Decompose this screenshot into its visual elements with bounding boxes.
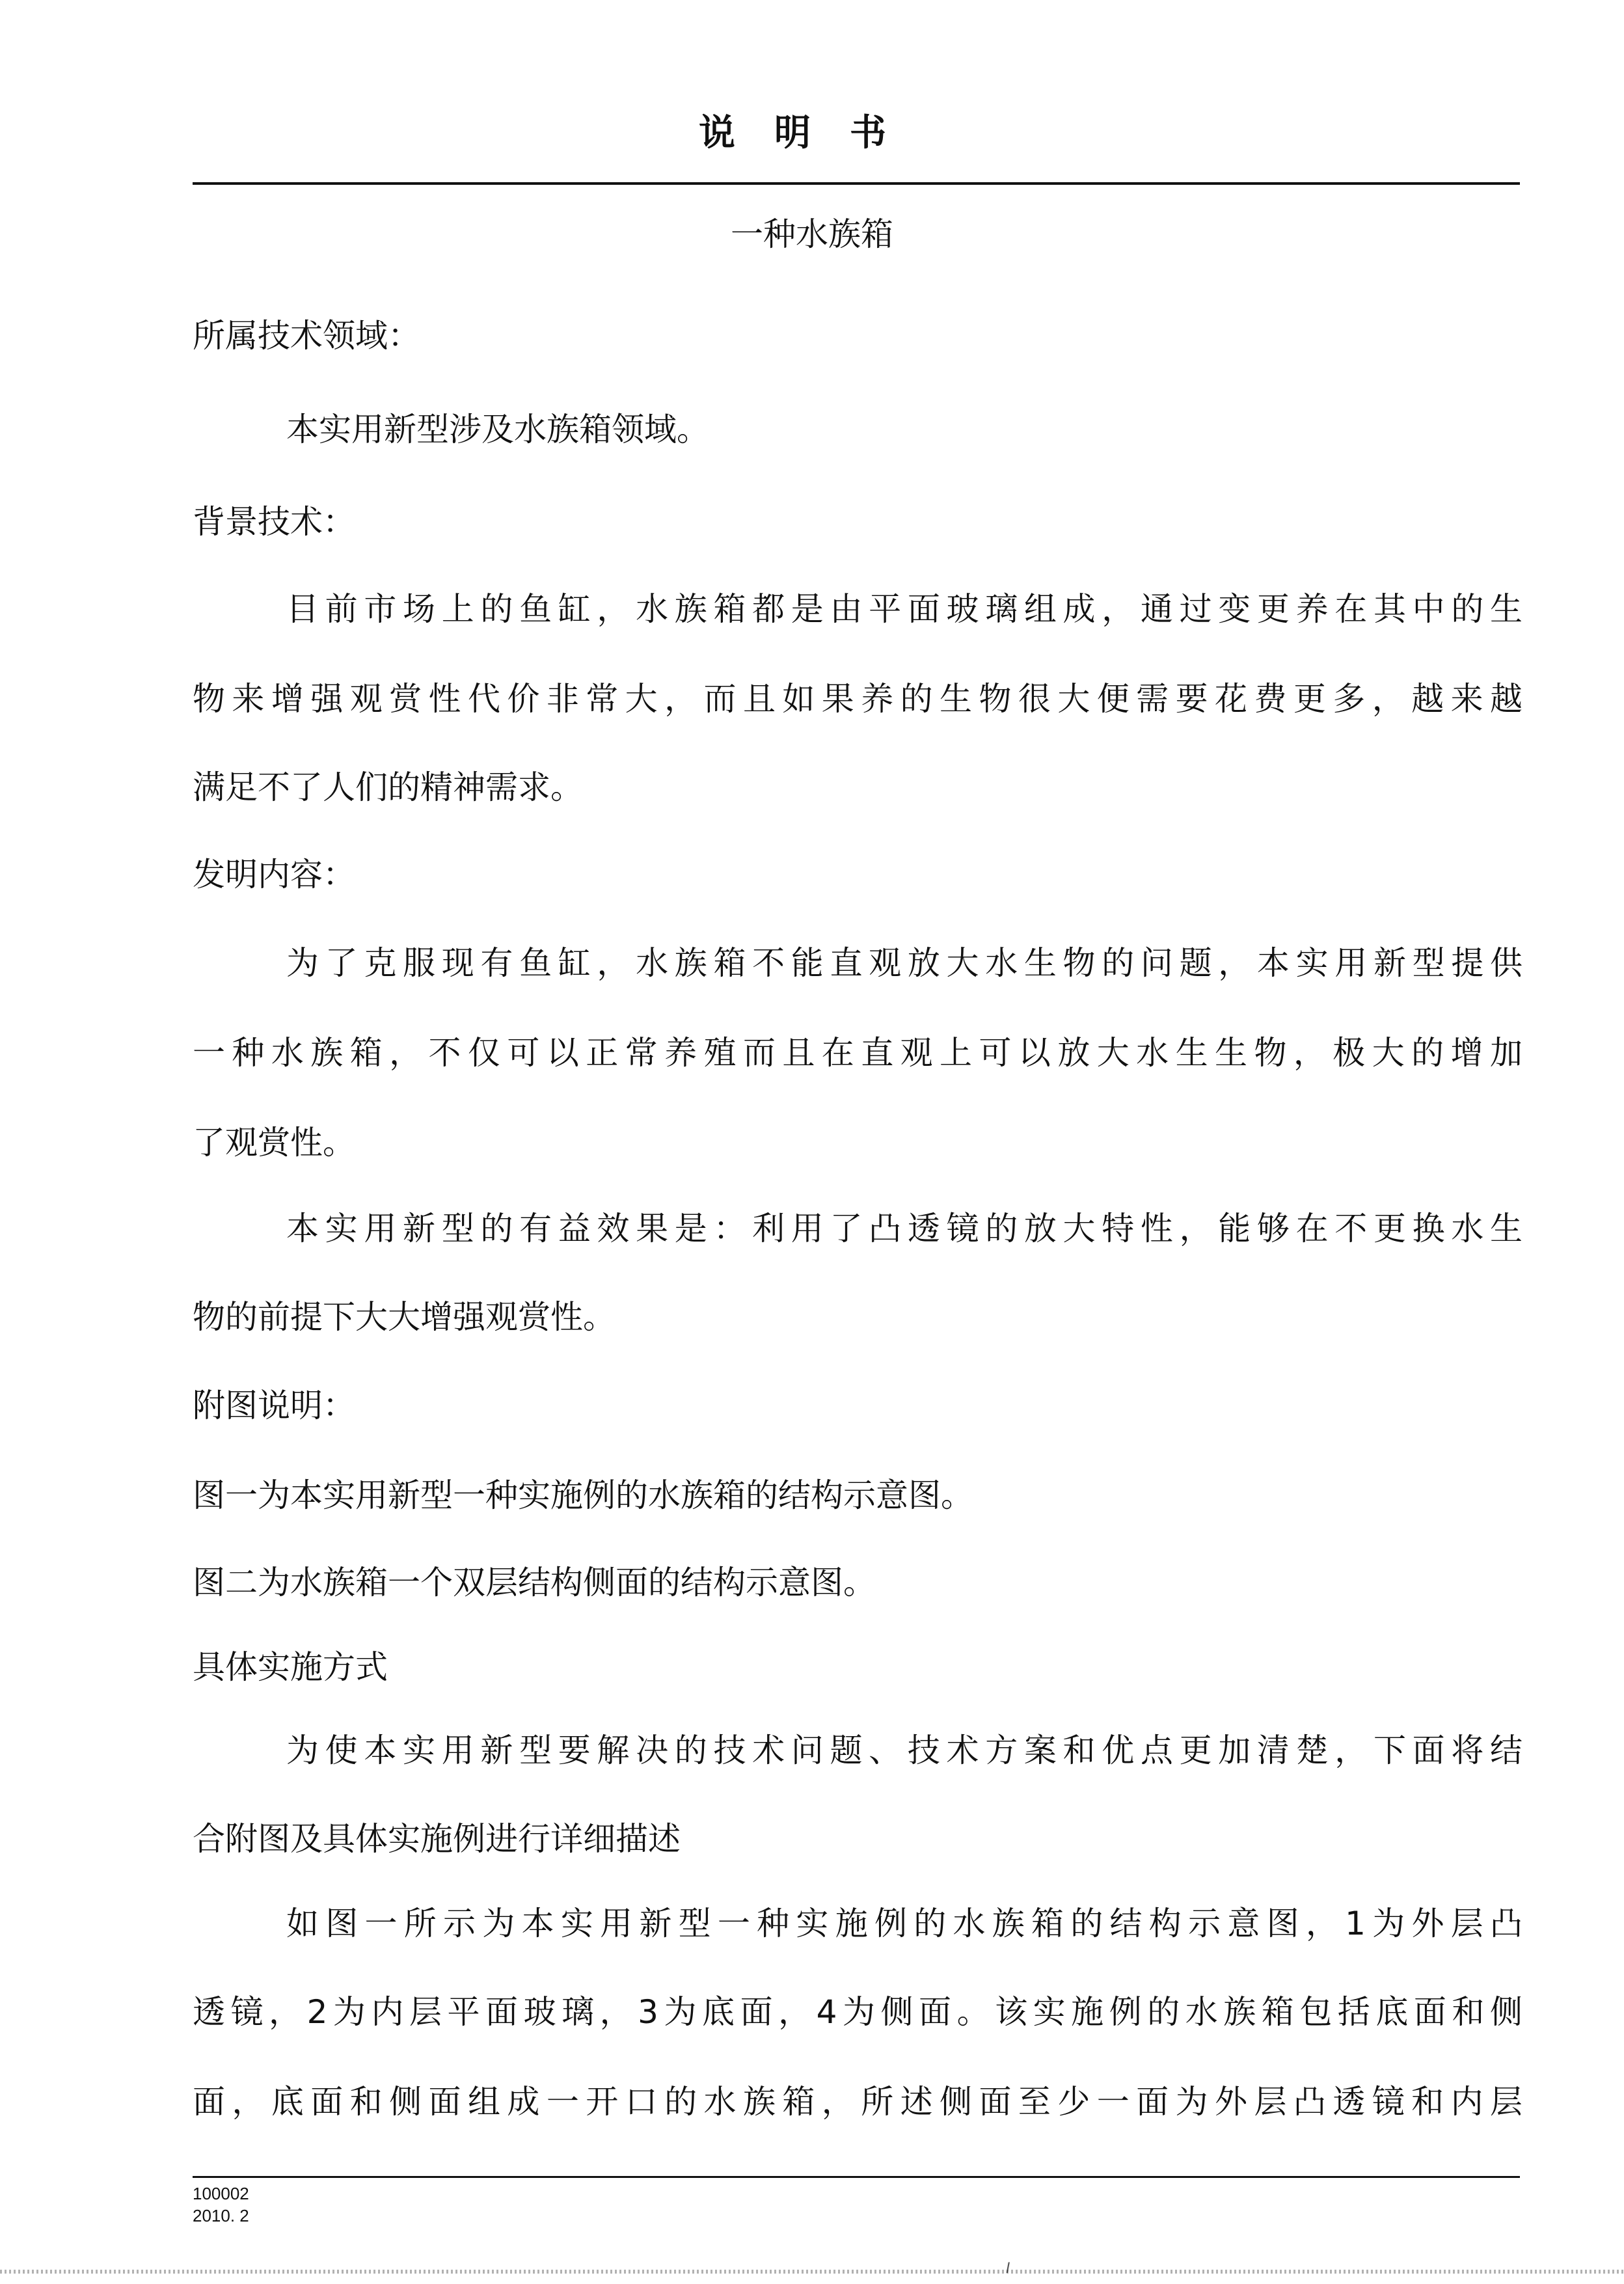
paragraph-line: 图一为本实用新型一种实施例的水族箱的结构示意图。 bbox=[193, 1476, 973, 1514]
section-heading-drawings: 附图说明： bbox=[193, 1387, 355, 1424]
paragraph-line: 本实用新型涉及水族箱领域。 bbox=[286, 411, 709, 448]
document-header-title: 说明书 bbox=[699, 112, 925, 154]
section-heading-technical-field: 所属技术领域： bbox=[193, 317, 420, 355]
footer-divider bbox=[193, 2176, 1520, 2178]
paragraph-line: 为了克服现有鱼缸，水族箱不能直观放大水生物的问题，本实用新型提供 bbox=[286, 944, 1522, 982]
paragraph-line: 如图一所示为本实用新型一种实施例的水族箱的结构示意图，1为外层凸 bbox=[286, 1905, 1522, 1942]
paragraph-line: 一种水族箱，不仅可以正常养殖而且在直观上可以放大水生生物，极大的增加 bbox=[193, 1034, 1522, 1072]
paragraph-line: 面，底面和侧面组成一开口的水族箱，所述侧面至少一面为外层凸透镜和内层 bbox=[193, 2083, 1522, 2121]
paragraph-line: 为使本实用新型要解决的技术问题、技术方案和优点更加清楚，下面将结 bbox=[286, 1732, 1522, 1769]
paragraph-line: 了观赏性。 bbox=[193, 1124, 355, 1162]
paragraph-line: 透镜，2为内层平面玻璃，3为底面，4为侧面。该实施例的水族箱包括底面和侧 bbox=[193, 1993, 1522, 2031]
section-heading-summary: 发明内容： bbox=[193, 856, 355, 893]
scan-edge-artifact bbox=[0, 2270, 1624, 2274]
paragraph-line: 本实用新型的有益效果是：利用了凸透镜的放大特性，能够在不更换水生 bbox=[286, 1210, 1522, 1247]
header-divider bbox=[193, 182, 1520, 185]
paragraph-line: 合附图及具体实施例进行详细描述 bbox=[193, 1820, 681, 1858]
page-number-mark: I bbox=[1006, 2261, 1010, 2277]
footer-form-code: 100002 bbox=[193, 2184, 249, 2203]
section-heading-embodiment: 具体实施方式 bbox=[193, 1648, 388, 1686]
document-title: 一种水族箱 bbox=[731, 215, 893, 253]
footer-form-date: 2010. 2 bbox=[193, 2206, 249, 2225]
section-heading-background: 背景技术： bbox=[193, 503, 355, 541]
paragraph-line: 目前市场上的鱼缸，水族箱都是由平面玻璃组成，通过变更养在其中的生 bbox=[286, 590, 1522, 628]
paragraph-line: 满足不了人们的精神需求。 bbox=[193, 768, 583, 806]
paragraph-line: 图二为水族箱一个双层结构侧面的结构示意图。 bbox=[193, 1564, 876, 1601]
paragraph-line: 物的前提下大大增强观赏性。 bbox=[193, 1298, 616, 1336]
paragraph-line: 物来增强观赏性代价非常大，而且如果养的生物很大便需要花费更多，越来越 bbox=[193, 680, 1522, 718]
